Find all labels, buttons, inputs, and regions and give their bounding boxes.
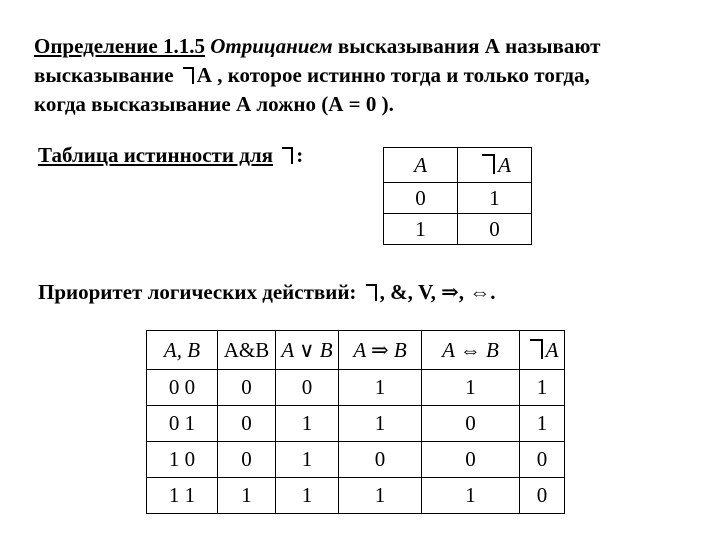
table-cell: 1 bbox=[276, 442, 339, 478]
header-cell-a: A bbox=[384, 148, 458, 183]
definition-line2-end: А , которое истинно тогда и только тогда, bbox=[196, 63, 590, 87]
table-row bbox=[147, 442, 565, 478]
definition-label: Определение 1.1.5 bbox=[34, 34, 205, 58]
table-cell: 1 bbox=[339, 406, 422, 442]
priority-ops: , &, V, ⇒, ⇔. bbox=[379, 280, 496, 304]
header-cell-or: A ∨ B bbox=[276, 331, 339, 370]
definition-line1-rest: высказывания А называют bbox=[337, 34, 601, 58]
operations-truth-table bbox=[146, 330, 565, 514]
truth-table-title bbox=[38, 143, 303, 168]
header-cell-not-a bbox=[458, 148, 532, 183]
table-header-row bbox=[384, 148, 532, 183]
header-cell-not-a-label: A bbox=[498, 152, 511, 177]
definition-line-3: когда высказывание А ложно (А = 0 ). bbox=[34, 92, 394, 116]
table-cell: 0 bbox=[422, 406, 520, 442]
table-cell: 0 1 bbox=[147, 406, 218, 442]
negation-icon bbox=[366, 284, 377, 301]
negation-icon bbox=[183, 67, 194, 84]
definition-paragraph bbox=[34, 32, 704, 119]
table-cell: 0 bbox=[218, 442, 276, 478]
table-cell: 0 bbox=[339, 442, 422, 478]
table-row bbox=[384, 183, 532, 214]
table-cell: 1 0 bbox=[147, 442, 218, 478]
header-cell-implies: A ⇒ B bbox=[339, 331, 422, 370]
table-cell: 1 bbox=[384, 214, 458, 245]
table-row bbox=[147, 478, 565, 514]
table-cell: 0 bbox=[520, 442, 565, 478]
table-cell: 0 bbox=[276, 370, 339, 406]
definition-line-2 bbox=[34, 61, 704, 90]
table-cell: 0 bbox=[218, 370, 276, 406]
table-cell: 1 bbox=[339, 370, 422, 406]
table-header-row bbox=[147, 331, 565, 370]
table-cell: 0 bbox=[218, 406, 276, 442]
header-cell-ab: A, B bbox=[147, 331, 218, 370]
header-cell-and: A&B bbox=[218, 331, 276, 370]
table-cell: 1 bbox=[339, 478, 422, 514]
priority-label: Приоритет логических действий: bbox=[38, 280, 357, 304]
table-row bbox=[384, 214, 532, 245]
table-cell: 1 bbox=[218, 478, 276, 514]
header-cell-not bbox=[520, 331, 565, 370]
truth-table-title-suffix: : bbox=[296, 143, 304, 167]
definition-line2-start: высказывание bbox=[34, 63, 174, 87]
definition-line-1 bbox=[34, 32, 704, 61]
table-row bbox=[147, 370, 565, 406]
header-cell-not-label: A bbox=[545, 337, 559, 362]
priority-line bbox=[38, 279, 495, 305]
table-row bbox=[147, 406, 565, 442]
truth-table-title-text: Таблица истинности для bbox=[38, 143, 273, 167]
table-cell: 1 bbox=[458, 183, 532, 214]
table-cell: 1 1 bbox=[147, 478, 218, 514]
table-cell: 1 bbox=[422, 478, 520, 514]
table-cell: 1 bbox=[520, 406, 565, 442]
negation-icon bbox=[282, 147, 293, 164]
negation-icon bbox=[530, 339, 543, 359]
table-cell: 0 bbox=[458, 214, 532, 245]
negation-truth-table bbox=[383, 147, 532, 245]
table-cell: 1 bbox=[520, 370, 565, 406]
table-cell: 1 bbox=[422, 370, 520, 406]
table-cell: 0 0 bbox=[147, 370, 218, 406]
table-cell: 1 bbox=[276, 406, 339, 442]
table-cell: 1 bbox=[276, 478, 339, 514]
table-cell: 0 bbox=[422, 442, 520, 478]
definition-term: Отрицанием bbox=[210, 34, 333, 58]
header-cell-equiv: A ⇔ B bbox=[422, 331, 520, 370]
table-cell: 0 bbox=[384, 183, 458, 214]
table-cell: 0 bbox=[520, 478, 565, 514]
negation-icon bbox=[482, 154, 495, 174]
